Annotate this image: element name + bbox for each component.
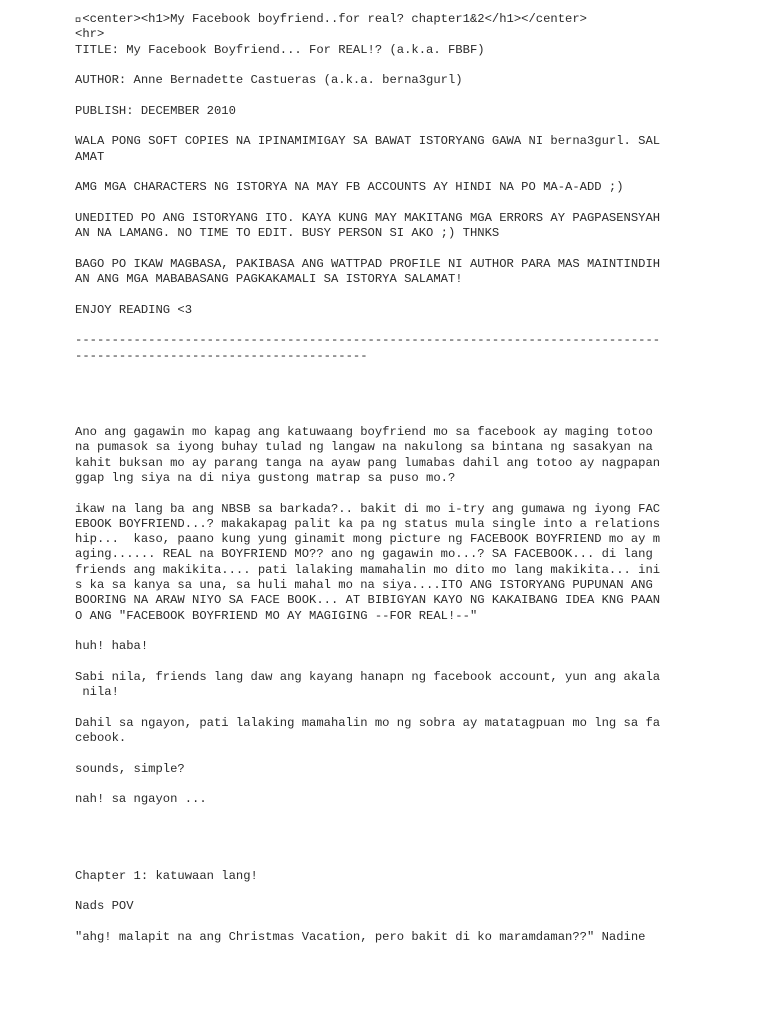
synopsis-paragraph <box>75 670 678 701</box>
note-line: AN ANG MGA MABABASANG PAGKAKAMALI SA ISTORYA SALAMAT! <box>75 272 463 287</box>
separator-line: ---------------------------------------- <box>75 348 368 363</box>
chapter-heading: Chapter 1: katuwaan lang! <box>75 868 258 883</box>
story-meta <box>75 43 678 135</box>
chapter-first-line: "ahg! malapit na ang Christmas Vacation, pero bakit di ko maramdaman??" Nadine <box>75 929 646 944</box>
note-paragraph <box>75 211 678 242</box>
chapter-pov: Nads POV <box>75 899 134 914</box>
synopsis-line: hip... kaso, paano kung yung ginamit mong picture ng FACEBOOK BOYFRIEND mo ay m <box>75 532 661 547</box>
author-notes <box>75 134 678 333</box>
synopsis-line: sounds, simple? <box>75 761 185 776</box>
synopsis-paragraph <box>75 639 678 654</box>
note-line: AMAT <box>75 149 105 164</box>
note-line: BAGO PO IKAW MAGBASA, PAKIBASA ANG WATTPAD PROFILE NI AUTHOR PARA MAS MAINTINDIH <box>75 256 661 271</box>
synopsis-line: Ano ang gagawin mo kapag ang katuwaang boyfriend mo sa facebook ay maging totoo <box>75 425 653 440</box>
synopsis-line: friends ang makikita.... pati lalaking mamahalin mo dito mo lang makikita... ini <box>75 562 661 577</box>
synopsis-paragraph <box>75 716 678 747</box>
synopsis-line: ggap lng siya na di niya gustong matrap sa puso mo.? <box>75 470 456 485</box>
note-paragraph <box>75 303 678 318</box>
story-publish-date: PUBLISH: DECEMBER 2010 <box>75 103 236 118</box>
synopsis-paragraph <box>75 792 678 807</box>
note-line: ENJOY READING <3 <box>75 302 193 317</box>
synopsis-line: nah! sa ngayon ... <box>75 792 207 807</box>
synopsis-line: huh! haba! <box>75 639 149 654</box>
synopsis-line: aging...... REAL na BOYFRIEND MO?? ano ng gagawin mo...? SA FACEBOOK... di lang <box>75 547 653 562</box>
synopsis-line: O ANG "FACEBOOK BOYFRIEND MO AY MAGIGING --FOR REAL!--" <box>75 608 478 623</box>
synopsis-line: na pumasok sa iyong buhay tulad ng langaw na nakulong sa bintana ng sasakyan na <box>75 440 653 455</box>
synopsis-line: Dahil sa ngayon, pati lalaking mamahalin mo ng sobra ay matatagpuan mo lng sa fa <box>75 715 661 730</box>
raw-header-line: <hr> <box>75 27 105 42</box>
synopsis-line: Sabi nila, friends lang daw ang kayang hanapn ng facebook account, yun ang akala <box>75 669 661 684</box>
synopsis <box>75 425 678 807</box>
separator-line: -------------------------------------------------------------------------------- <box>75 333 661 348</box>
note-paragraph <box>75 257 678 288</box>
note-line: UNEDITED PO ANG ISTORYANG ITO. KAYA KUNG MAY MAKITANG MGA ERRORS AY PAGPASENSYAH <box>75 210 661 225</box>
synopsis-paragraph <box>75 425 678 486</box>
synopsis-line: BOORING NA ARAW NIYO SA FACE BOOK... AT BIBIGYAN KAYO NG KAKAIBANG IDEA KNG PAAN <box>75 593 661 608</box>
raw-header <box>75 12 678 43</box>
synopsis-line: ikaw na lang ba ang NBSB sa barkada?.. bakit di mo i-try ang gumawa ng iyong FAC <box>75 501 661 516</box>
synopsis-line: cebook. <box>75 730 127 745</box>
synopsis-paragraph <box>75 762 678 777</box>
raw-header-line:  <center><h1>My Facebook boyfriend..for real? chapter1&2</h1></center> <box>75 12 587 26</box>
synopsis-line: s ka sa kanya sa una, sa huli mahal mo na siya....ITO ANG ISTORYANG PUPUNAN ANG <box>75 577 653 592</box>
note-line: WALA PONG SOFT COPIES NA IPINAMIMIGAY SA BAWAT ISTORYANG GAWA NI berna3gurl. SAL <box>75 134 661 149</box>
separator <box>75 333 678 364</box>
story-author: AUTHOR: Anne Bernadette Castueras (a.k.a. berna3gurl) <box>75 73 463 88</box>
note-line: AMG MGA CHARACTERS NG ISTORYA NA MAY FB ACCOUNTS AY HINDI NA PO MA-A-ADD ;) <box>75 180 624 195</box>
synopsis-line: EBOOK BOYFRIEND...? makakapag palit ka pa ng status mula single into a relations <box>75 516 661 531</box>
story-title: TITLE: My Facebook Boyfriend... For REAL!? (a.k.a. FBBF) <box>75 42 485 57</box>
synopsis-line: nila! <box>75 685 119 700</box>
note-paragraph <box>75 180 678 195</box>
chapter-section <box>75 869 678 945</box>
note-line: AN NA LAMANG. NO TIME TO EDIT. BUSY PERSON SI AKO ;) THNKS <box>75 226 500 241</box>
synopsis-line: kahit buksan mo ay parang tanga na ayaw pang lumabas dahil ang totoo ay nagpapan <box>75 455 661 470</box>
synopsis-paragraph <box>75 502 678 624</box>
note-paragraph <box>75 134 678 165</box>
